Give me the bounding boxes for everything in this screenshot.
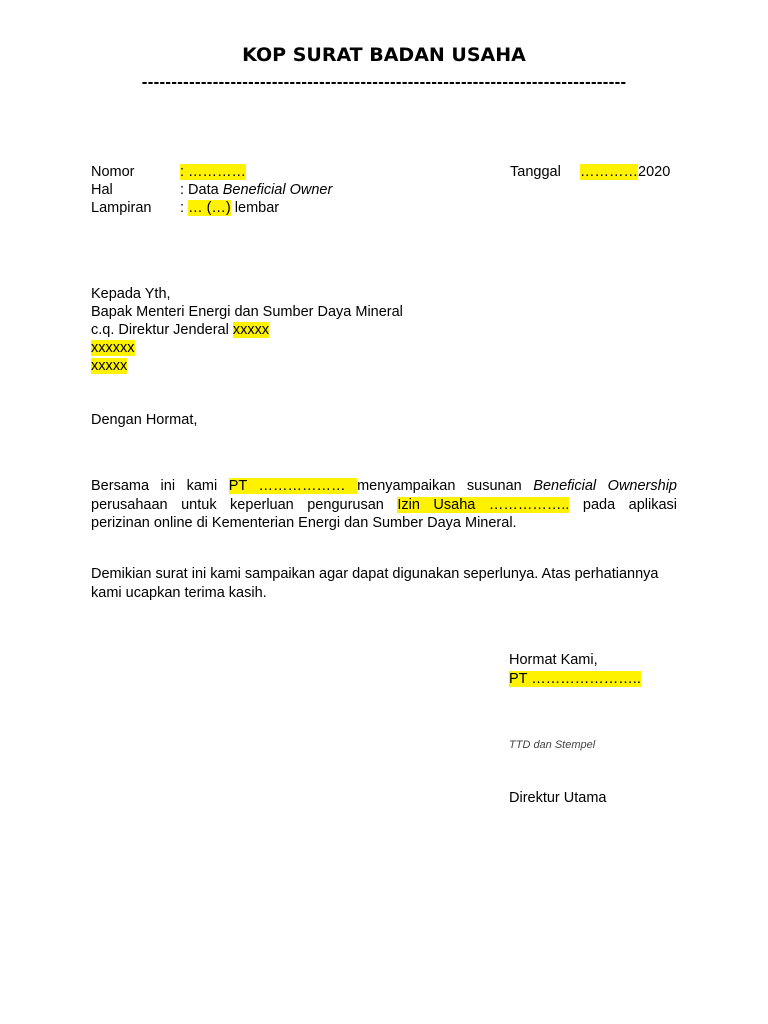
- signature-note: TTD dan Stempel: [509, 739, 596, 751]
- recipient-line-1: Kepada Yth,: [91, 286, 171, 302]
- hal-field: [180, 182, 332, 198]
- nomor-value: : …………: [180, 164, 247, 180]
- hal-prefix: : Data: [180, 182, 223, 198]
- recipient-line-4-text: xxxxxx: [91, 340, 135, 356]
- body-paragraph-1: [91, 477, 677, 533]
- recipient-line-3-highlight: xxxxx: [232, 322, 270, 338]
- salutation: Dengan Hormat,: [91, 412, 198, 428]
- body-p2-line-2: kami ucapkan terima kasih.: [91, 584, 267, 601]
- recipient-line-5-text: xxxxx: [91, 358, 128, 374]
- recipient-line-4: [91, 340, 135, 356]
- tanggal-value: …………: [580, 164, 638, 180]
- p1-start: Bersama ini kami: [91, 478, 229, 494]
- closing-company-text: PT …………………..: [509, 671, 641, 687]
- closing-hormat: Hormat Kami,: [509, 652, 598, 668]
- lampiran-value: … (…): [188, 200, 231, 216]
- closing-company: [509, 671, 641, 687]
- nomor-label: Nomor: [91, 164, 135, 180]
- recipient-line-3: [91, 322, 269, 338]
- body-p1-line-3: perizinan online di Kementerian Energi dan Sumber Daya Mineral.: [91, 515, 517, 531]
- signatory-position: Direktur Utama: [509, 790, 607, 806]
- nomor-field: [180, 164, 246, 180]
- tanggal-label: Tanggal: [510, 164, 561, 180]
- recipient-line-2: Bapak Menteri Energi dan Sumber Daya Mineral: [91, 304, 403, 320]
- body-p2-line-1: Demikian surat ini kami sampaikan agar dapat digunakan seperlunya. Atas perhatiannya: [91, 566, 659, 582]
- lampiran-field: [180, 200, 279, 216]
- p1-pt: PT ………………: [228, 478, 358, 494]
- p1-mid: menyampaikan susunan: [357, 478, 534, 494]
- p1-italic: Beneficial Ownership: [533, 478, 677, 494]
- hal-italic: Beneficial Owner: [222, 182, 333, 198]
- body-paragraph-2: [91, 565, 677, 602]
- p1-izin: Izin Usaha ……………..: [397, 496, 570, 513]
- p1-line2-end: pada aplikasi: [569, 496, 678, 513]
- tanggal-field: [580, 164, 670, 180]
- body-p1-line-1: [91, 477, 677, 496]
- letterhead-title: KOP SURAT BADAN USAHA: [242, 44, 526, 66]
- lampiran-suffix: lembar: [230, 200, 280, 216]
- lampiran-label: Lampiran: [91, 200, 152, 216]
- recipient-line-3-prefix: c.q. Direktur Jenderal: [91, 322, 233, 338]
- recipient-line-5: [91, 358, 127, 374]
- hal-label: Hal: [91, 182, 113, 198]
- body-p1-line-2: [91, 496, 677, 515]
- letterhead-separator: ----------------------------------------------------------------------------------: [141, 75, 627, 91]
- tanggal-year: 2020: [638, 164, 671, 180]
- lampiran-colon: :: [180, 200, 189, 216]
- p1-line2-start: perusahaan untuk keperluan pengurusan: [91, 496, 398, 513]
